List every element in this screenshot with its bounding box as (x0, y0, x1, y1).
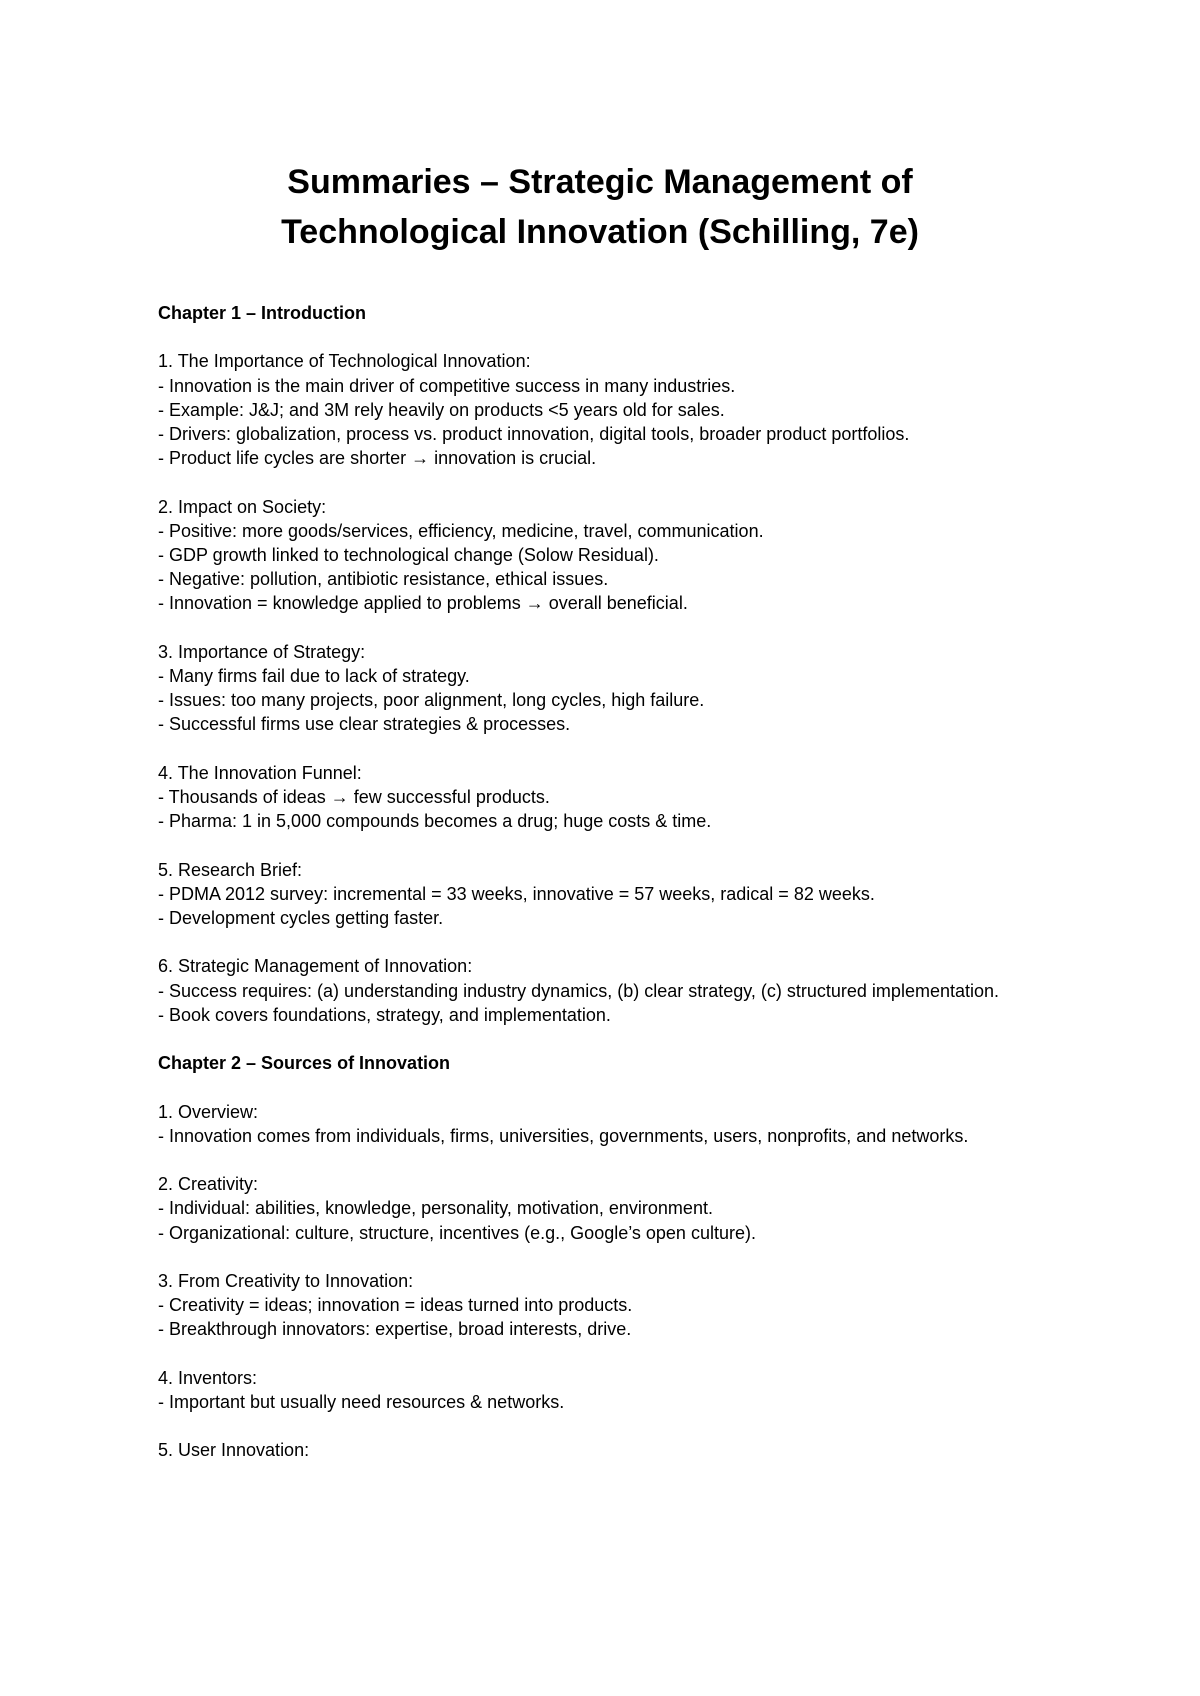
document-title-line-2: Technological Innovation (Schilling, 7e) (281, 213, 919, 251)
bullet-line: - Breakthrough innovators: expertise, broad interests, drive. (158, 1319, 632, 1340)
bullet-line: - Negative: pollution, antibiotic resistance, ethical issues. (158, 569, 609, 590)
chapter-2 (158, 1051, 1018, 1462)
section (158, 761, 1018, 834)
bullet-line: - Important but usually need resources & networks. (158, 1391, 565, 1412)
section (158, 1269, 1018, 1342)
bullet-line: - Book covers foundations, strategy, and implementation. (158, 1004, 611, 1025)
section (158, 1366, 1018, 1414)
document-title (0, 157, 1200, 257)
section (158, 858, 1018, 931)
bullet-line: - Issues: too many projects, poor alignment, long cycles, high failure. (158, 690, 705, 711)
bullet-line: - Product life cycles are shorter → innovation is crucial. (158, 448, 597, 469)
section-heading: 5. Research Brief: (158, 859, 303, 880)
bullet-line: - Innovation is the main driver of competitive success in many industries. (158, 375, 736, 396)
section (158, 640, 1018, 737)
section (158, 1100, 1018, 1148)
section (158, 1438, 1018, 1462)
section-heading: 4. The Innovation Funnel: (158, 762, 362, 783)
bullet-line: - Innovation = knowledge applied to problems → overall beneficial. (158, 593, 688, 614)
section-heading: 1. Overview: (158, 1101, 259, 1122)
section (158, 1172, 1018, 1245)
section-heading: 2. Creativity: (158, 1174, 259, 1195)
bullet-line: - Pharma: 1 in 5,000 compounds becomes a drug; huge costs & time. (158, 811, 712, 832)
bullet-line: - Development cycles getting faster. (158, 908, 444, 928)
bullet-line: - Positive: more goods/services, efficiency, medicine, travel, communication. (158, 520, 764, 541)
document-body (158, 301, 1018, 1487)
bullet-line: - Innovation comes from individuals, firms, universities, governments, users, nonprofits, and networks. (158, 1125, 969, 1146)
section (158, 954, 1018, 1027)
section-heading: 1. The Importance of Technological Innovation: (158, 351, 531, 372)
bullet-line: - Thousands of ideas → few successful products. (158, 787, 550, 807)
document-title-line-1: Summaries – Strategic Management of (287, 163, 913, 201)
chapter-heading: Chapter 2 – Sources of Innovation (158, 1053, 451, 1074)
bullet-line: - Organizational: culture, structure, incentives (e.g., Google’s open culture). (158, 1222, 756, 1243)
bullet-line: - Creativity = ideas; innovation = ideas turned into products. (158, 1295, 633, 1316)
bullet-line: - PDMA 2012 survey: incremental = 33 weeks, innovative = 57 weeks, radical = 82 weeks. (158, 883, 875, 904)
bullet-line: - Drivers: globalization, process vs. product innovation, digital tools, broader product portfolios. (158, 424, 910, 444)
section (158, 495, 1018, 616)
bullet-line: - Example: J&J; and 3M rely heavily on products <5 years old for sales. (158, 399, 725, 420)
section-heading: 3. Importance of Strategy: (158, 641, 366, 662)
section-heading: 3. From Creativity to Innovation: (158, 1270, 414, 1291)
chapter-heading: Chapter 1 – Introduction (158, 303, 367, 323)
section (158, 349, 1018, 470)
section-heading: 6. Strategic Management of Innovation: (158, 956, 473, 977)
section-heading: 4. Inventors: (158, 1367, 258, 1388)
bullet-line: - Successful firms use clear strategies & processes. (158, 714, 571, 735)
bullet-line: - Many firms fail due to lack of strategy. (158, 666, 470, 686)
bullet-line: - GDP growth linked to technological change (Solow Residual). (158, 545, 659, 565)
section-heading: 2. Impact on Society: (158, 496, 327, 517)
bullet-line: - Individual: abilities, knowledge, personality, motivation, environment. (158, 1198, 713, 1219)
section-heading: 5. User Innovation: (158, 1440, 310, 1461)
bullet-line: - Success requires: (a) understanding industry dynamics, (b) clear strategy, (c) structured implementation. (158, 980, 999, 1001)
chapter-1 (158, 301, 1018, 1027)
